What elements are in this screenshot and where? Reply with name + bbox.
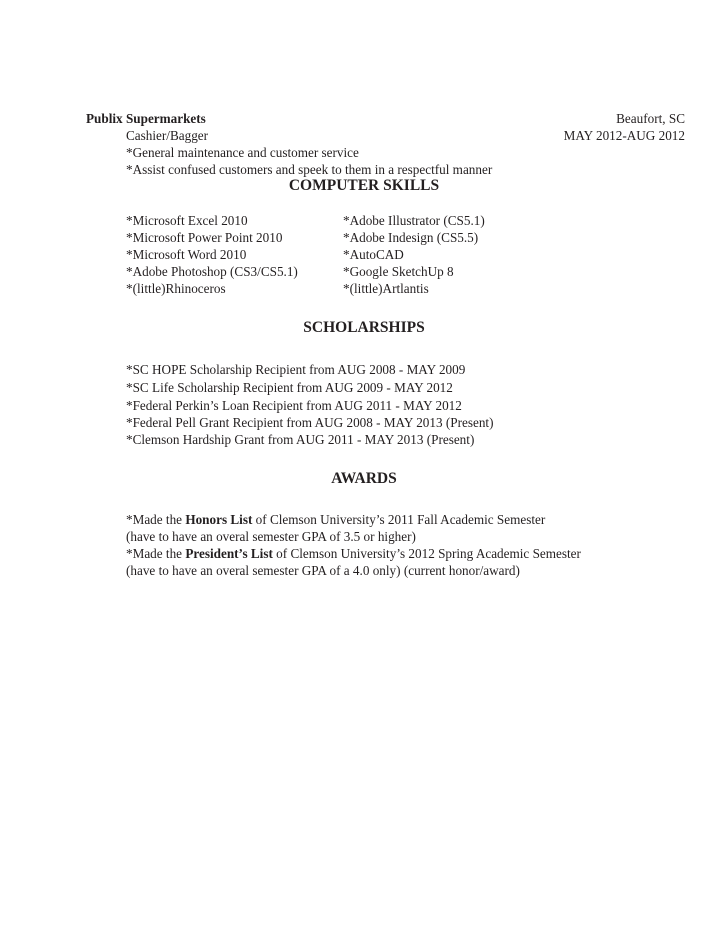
award-prefix: *Made the	[126, 546, 186, 561]
scholarship-item: *Clemson Hardship Grant from AUG 2011 - MAY 2013 (Present)	[126, 432, 475, 447]
award-highlight: President’s List	[185, 546, 273, 561]
skill-item: *Adobe Photoshop (CS3/CS5.1)	[126, 264, 298, 279]
award-item	[126, 512, 545, 528]
scholarship-item: *Federal Pell Grant Recipient from AUG 2008 - MAY 2013 (Present)	[126, 415, 494, 430]
scholarship-item: *SC Life Scholarship Recipient from AUG 2009 - MAY 2012	[126, 380, 453, 395]
skill-item: *Adobe Illustrator (CS5.1)	[343, 213, 485, 228]
job-duty: *General maintenance and customer service	[126, 145, 359, 160]
skill-item: *Google SketchUp 8	[343, 264, 454, 279]
awards-heading: AWARDS	[331, 470, 397, 487]
award-prefix: *Made the	[126, 512, 186, 527]
award-item	[126, 546, 581, 562]
job-duty: *Assist confused customers and speek to them in a respectful manner	[126, 162, 493, 177]
computer-skills-heading: COMPUTER SKILLS	[288, 177, 440, 194]
job-title: Cashier/Bagger	[126, 128, 209, 143]
skill-item: *(little)Artlantis	[343, 281, 429, 296]
skill-item: *AutoCAD	[343, 247, 404, 262]
award-note: (have to have an overal semester GPA of 3.5 or higher)	[126, 529, 416, 544]
scholarship-item: *Federal Perkin’s Loan Recipient from AUG 2011 - MAY 2012	[126, 398, 462, 413]
award-suffix: of Clemson University’s 2011 Fall Academic Semester	[252, 512, 546, 527]
award-highlight: Honors List	[185, 512, 253, 527]
skill-item: *Microsoft Power Point 2010	[126, 230, 283, 245]
award-suffix: of Clemson University’s 2012 Spring Academic Semester	[272, 546, 581, 561]
scholarships-heading: SCHOLARSHIPS	[303, 319, 425, 336]
skill-item: *Adobe Indesign (CS5.5)	[343, 230, 479, 245]
scholarship-item: *SC HOPE Scholarship Recipient from AUG 2008 - MAY 2009	[126, 362, 466, 377]
skill-item: *Microsoft Excel 2010	[126, 213, 248, 228]
skill-item: *(little)Rhinoceros	[126, 281, 226, 296]
employer-name: Publix Supermarkets	[86, 111, 206, 126]
award-note: (have to have an overal semester GPA of a 4.0 only) (current honor/award)	[126, 563, 520, 578]
job-dates: MAY 2012-AUG 2012	[563, 128, 685, 143]
employer-location: Beaufort, SC	[616, 111, 685, 126]
skill-item: *Microsoft Word 2010	[126, 247, 247, 262]
